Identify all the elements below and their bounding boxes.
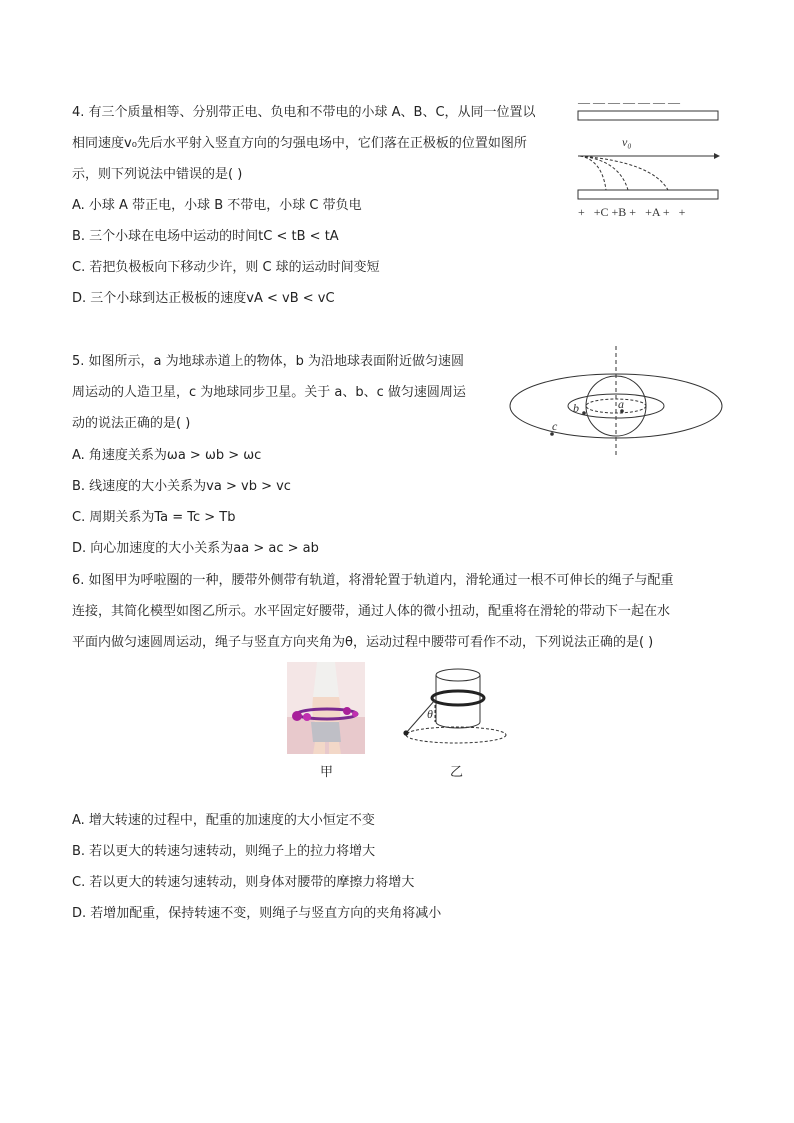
q5-stem-line-3: 动的说法正确的是( ) — [72, 416, 191, 431]
q4-stem-line-2: 相同速度v₀先后水平射入竖直方向的匀强电场中，它们落在正极板的位置如图所 — [72, 136, 527, 151]
q6-theta-label: θ — [427, 707, 433, 721]
q4-trajectory-b — [580, 156, 628, 190]
q4-capacitor-svg — [574, 96, 726, 224]
q4-positive-plate — [578, 190, 718, 199]
q6-stem-line-3: 平面内做匀速圆周运动，绳子与竖直方向夹角为θ，运动过程中腰带可看作不动，下列说法正确的是( ) — [72, 635, 654, 650]
q6-model-svg — [398, 662, 510, 746]
q5-orbit-figure — [506, 342, 728, 460]
q6-model-figure — [398, 662, 510, 746]
q5-point-b — [582, 411, 586, 415]
q4-option-b: B. 三个小球在电场中运动的时间tC < tB < tA — [72, 229, 339, 244]
q5-option-b: B. 线速度的大小关系为va > vb > vc — [72, 479, 291, 494]
q5-option-c: C. 周期关系为Ta = Tc > Tb — [72, 510, 236, 525]
q4-option-a: A. 小球 A 带正电，小球 B 不带电，小球 C 带负电 — [72, 198, 362, 213]
q6-option-d: D. 若增加配重，保持转速不变，则绳子与竖直方向的夹角将减小 — [72, 906, 442, 921]
q4-capacitor-figure — [574, 96, 726, 224]
q4-bottom-signs: + +C +B + +A + + — [578, 205, 686, 219]
q6-option-a: A. 增大转速的过程中，配重的加速度的大小恒定不变 — [72, 813, 375, 828]
q4-option-d: D. 三个小球到达正极板的速度vA < vB < vC — [72, 291, 335, 306]
q5-option-d: D. 向心加速度的大小关系为aa > ac > ab — [72, 541, 319, 556]
q5-option-a: A. 角速度关系为ωa > ωb > ωc — [72, 448, 262, 463]
q5-label-b: b — [573, 401, 579, 415]
q6-stem-line-2: 连接，其简化模型如图乙所示。水平固定好腰带，通过人体的微小扭动，配重将在滑轮的带动下一起在水 — [72, 604, 671, 619]
q6-stem-line-1: 6. 如图甲为呼啦圈的一种，腰带外侧带有轨道，将滑轮置于轨道内，滑轮通过一根不可伸长的绳子与配重 — [72, 573, 674, 588]
q5-orbit-svg — [506, 342, 728, 460]
q6-photo-svg — [287, 662, 365, 754]
q4-velocity-label: v₀ — [622, 135, 632, 149]
q6-caption-right: 乙 — [450, 765, 464, 780]
q4-top-signs: — — — — — — — — [578, 96, 680, 109]
q4-negative-plate — [578, 111, 718, 120]
q4-stem-line-1: 4. 有三个质量相等、分别带正电、负电和不带电的小球 A、B、C，从同一位置以 — [72, 105, 536, 120]
q6-caption-left: 甲 — [320, 765, 334, 780]
q5-label-c: c — [552, 419, 558, 433]
q6-option-c: C. 若以更大的转速匀速转动，则身体对腰带的摩擦力将增大 — [72, 875, 415, 890]
q4-stem-line-3: 示，则下列说法中错误的是( ) — [72, 167, 243, 182]
q4-trajectory-a — [580, 156, 668, 190]
q6-option-b: B. 若以更大的转速匀速转动，则绳子上的拉力将增大 — [72, 844, 376, 859]
q6-weight-path — [406, 727, 506, 743]
q6-cylinder-top — [436, 669, 480, 681]
q6-photo-hula-hoop — [287, 662, 365, 754]
q6-belt-ring — [432, 691, 484, 705]
q4-velocity-arrow — [714, 153, 720, 159]
q5-stem-line-2: 周运动的人造卫星，c 为地球同步卫星。关于 a、b、c 做匀速圆周运 — [72, 385, 466, 400]
q5-label-a: a — [618, 397, 624, 411]
q5-stem-line-1: 5. 如图所示，a 为地球赤道上的物体，b 为沿地球表面附近做匀速圆 — [72, 354, 465, 369]
q4-option-c: C. 若把负极板向下移动少许，则 C 球的运动时间变短 — [72, 260, 380, 275]
q6-weight — [403, 730, 408, 735]
